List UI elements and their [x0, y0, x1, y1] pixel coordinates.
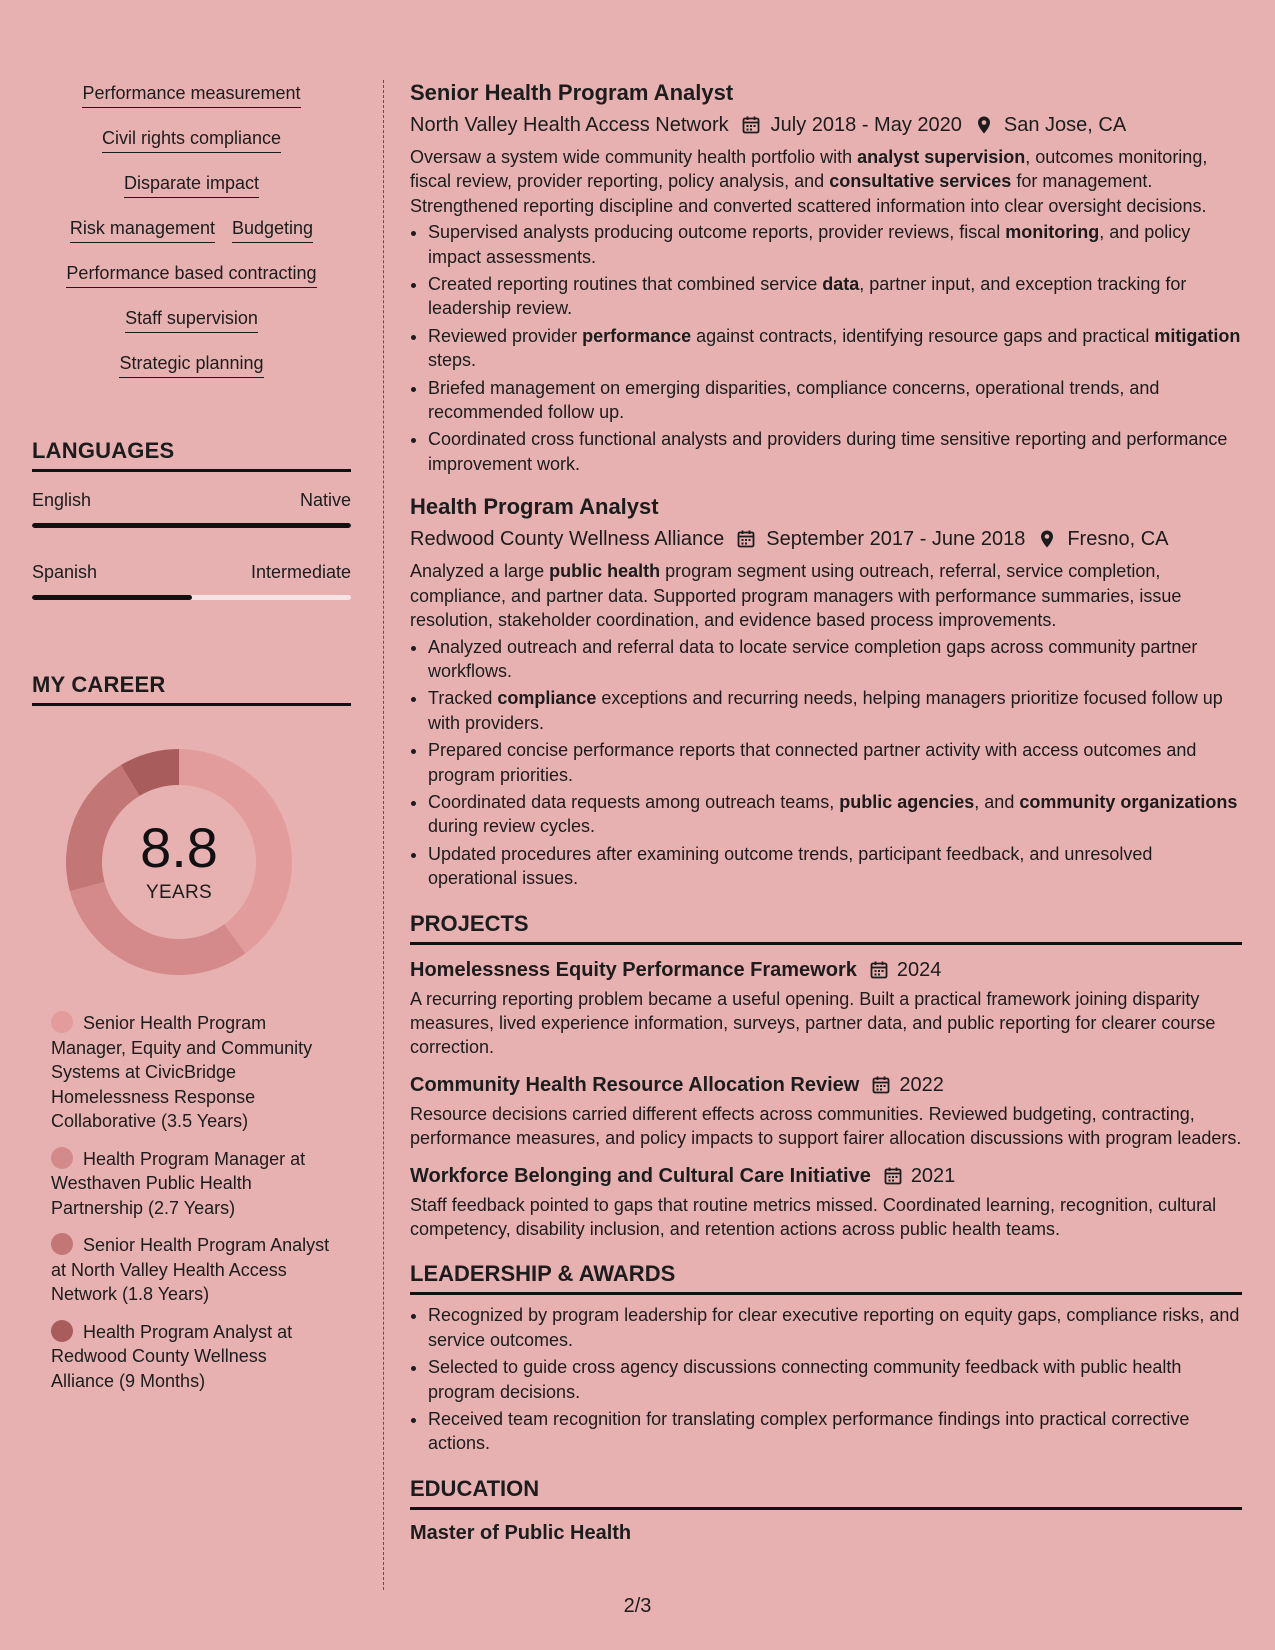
career-legend	[51, 1011, 331, 1393]
project-description: Staff feedback pointed to gaps that routine metrics missed. Coordinated learning, recognition, cultural competency, disability inclusion, and retention actions across public health teams.	[410, 1194, 1217, 1239]
award-item: • Received team recognition for translating complex performance findings into practical corrective actions.	[428, 1407, 1242, 1456]
project-entry	[410, 957, 1242, 1060]
skill-tag: Civil rights compliance	[102, 129, 281, 153]
language-bar	[32, 523, 351, 528]
job-entry	[410, 80, 1242, 476]
project-year: 2024	[896, 958, 942, 981]
language-bar-fill	[32, 523, 351, 528]
project-name: Homelessness Equity Performance Framework	[410, 958, 857, 981]
skill-row	[32, 264, 351, 309]
job-meta	[410, 526, 1242, 552]
job-summary: Analyzed a large public health program segment using outreach, referral, service completion, compliance, and partner data. Supported program managers with performance summaries, issue resolution, stakeholder coordination, and evidence based process improvements.	[410, 561, 1182, 631]
legend-dot	[51, 1147, 73, 1169]
skill-row	[32, 84, 351, 129]
skill-tag: Performance measurement	[82, 84, 300, 108]
career-heading: MY CAREER	[32, 672, 351, 706]
job-title: Senior Health Program Analyst	[410, 80, 734, 105]
skill-tag: Performance based contracting	[66, 264, 316, 288]
legend-dot	[51, 1233, 73, 1255]
skill-row	[32, 354, 351, 399]
education-heading: EDUCATION	[410, 1476, 1242, 1510]
job-location: San Jose, CA	[1003, 114, 1127, 136]
skills-list	[32, 84, 351, 399]
right-column	[410, 80, 1242, 1545]
language-line	[32, 562, 351, 583]
career-legend-item	[51, 1233, 331, 1307]
language-item	[32, 490, 351, 528]
job-bullet: • Briefed management on emerging disparities, compliance concerns, operational trends, and recommended follow up.	[428, 376, 1242, 425]
project-title	[410, 957, 1242, 983]
skill-tag: Strategic planning	[119, 354, 263, 378]
languages-heading: LANGUAGES	[32, 438, 351, 472]
award-item: • Selected to guide cross agency discussions connecting community feedback with public health program decisions.	[428, 1355, 1242, 1404]
language-bar	[32, 595, 351, 600]
legend-dot	[51, 1320, 73, 1342]
job-bullet: • Prepared concise performance reports that connected partner activity with access outcomes and program priorities.	[428, 738, 1242, 787]
skill-tag: Risk management	[70, 219, 215, 243]
job-bullet: • Updated procedures after examining outcome trends, participant feedback, and unresolved operational issues.	[428, 842, 1242, 891]
job-bullet: • Coordinated cross functional analysts and providers during time sensitive reporting and performance improvement work.	[428, 427, 1242, 476]
calendar-icon	[736, 529, 756, 549]
language-level: Native	[299, 490, 351, 510]
left-column	[32, 84, 351, 1406]
job-bullet: • Coordinated data requests among outreach teams, public agencies, and community organizations during review cycles.	[428, 790, 1242, 839]
language-name: Spanish	[32, 562, 98, 582]
job-organization: Redwood County Wellness Alliance	[410, 528, 725, 551]
language-bar-fill	[32, 595, 192, 600]
career-total-years: 8.8	[140, 816, 218, 879]
job-dates: September 2017 - June 2018	[766, 528, 1026, 551]
donut-center	[66, 749, 292, 975]
experience-list	[410, 80, 1242, 891]
job-dates: July 2018 - May 2020	[770, 114, 962, 136]
award-item: • Recognized by program leadership for clear executive reporting on equity gaps, compliance risks, and service outcomes.	[428, 1303, 1242, 1352]
legend-label: Health Program Analyst at Redwood County Wellness Alliance (9 Months)	[51, 1321, 293, 1391]
projects-heading: PROJECTS	[410, 911, 1242, 945]
legend-dot	[51, 1011, 73, 1033]
project-entry	[410, 1072, 1242, 1151]
job-bullets	[410, 220, 1242, 476]
map-pin-icon	[974, 115, 994, 135]
job-bullet: • Reviewed provider performance against contracts, identifying resource gaps and practical mitigation steps.	[428, 324, 1242, 373]
project-year: 2021	[910, 1164, 956, 1187]
awards-heading: LEADERSHIP & AWARDS	[410, 1261, 1242, 1295]
project-year: 2022	[899, 1073, 944, 1096]
legend-label: Senior Health Program Analyst at North Valley Health Access Network (1.8 Years)	[51, 1235, 330, 1304]
legend-label: Health Program Manager at Westhaven Public Health Partnership (2.7 Years)	[51, 1148, 306, 1218]
calendar-icon	[741, 115, 761, 135]
calendar-icon	[869, 960, 889, 980]
career-legend-item	[51, 1147, 331, 1221]
project-title	[410, 1072, 1242, 1098]
job-bullet: • Tracked compliance exceptions and recurring needs, helping managers prioritize focused follow up with providers.	[428, 686, 1242, 735]
project-title	[410, 1163, 1242, 1189]
skill-row	[32, 174, 351, 219]
skill-tag: Disparate impact	[124, 174, 259, 198]
career-legend-item	[51, 1320, 331, 1394]
education-degree: Master of Public Health	[410, 1521, 632, 1544]
job-location: Fresno, CA	[1067, 528, 1169, 551]
language-line	[32, 490, 351, 511]
job-organization: North Valley Health Access Network	[410, 114, 729, 136]
legend-label: Senior Health Program Manager, Equity and Community Systems at CivicBridge Homelessness Response Collaborative (3.5 Years)	[51, 1013, 313, 1131]
calendar-icon	[883, 1166, 903, 1186]
job-summary: Oversaw a system wide community health portfolio with analyst supervision, outcomes monitoring, fiscal review, provider reporting, policy analysis, and consultative services for management. Strengthened reporting discipline and converted scattered information into clear oversight decisions.	[410, 147, 1208, 216]
skill-row	[32, 309, 351, 354]
skill-row	[32, 129, 351, 174]
job-bullet: • Created reporting routines that combined service data, partner input, and exception tracking for leadership review.	[428, 272, 1242, 321]
language-level: Intermediate	[250, 562, 351, 582]
skill-tag: Budgeting	[232, 219, 313, 243]
project-description: Resource decisions carried different effects across communities. Reviewed budgeting, contracting, performance measures, and policy impacts to support fairer allocation discussions with program leaders.	[410, 1103, 1242, 1149]
projects-list	[410, 957, 1242, 1242]
job-bullets	[410, 635, 1242, 891]
languages-list	[32, 490, 351, 600]
page-number: 2/3	[623, 1595, 652, 1617]
skill-row	[32, 219, 351, 264]
project-name: Workforce Belonging and Cultural Care Initiative	[410, 1164, 871, 1187]
project-entry	[410, 1163, 1242, 1242]
job-title: Health Program Analyst	[410, 494, 659, 520]
skill-tag: Staff supervision	[125, 309, 258, 333]
project-description: A recurring reporting problem became a useful opening. Built a practical framework joining disparity measures, lived experience information, surveys, partner data, and public reporting for clearer course correction.	[410, 988, 1216, 1058]
job-bullet: • Supervised analysts producing outcome reports, provider reviews, fiscal monitoring, and policy impact assessments.	[428, 220, 1242, 269]
column-divider	[383, 80, 384, 1590]
career-donut-chart	[66, 749, 292, 975]
map-pin-icon	[1037, 529, 1057, 549]
career-years-unit: YEARS	[146, 882, 212, 903]
awards-list	[410, 1303, 1242, 1455]
calendar-icon	[871, 1075, 891, 1095]
project-name: Community Health Resource Allocation Review	[410, 1073, 860, 1096]
job-meta	[410, 112, 1242, 138]
language-item	[32, 562, 351, 600]
career-legend-item	[51, 1011, 331, 1134]
job-bullet: • Analyzed outreach and referral data to locate service completion gaps across community partner workflows.	[428, 635, 1242, 684]
job-entry	[410, 494, 1242, 890]
language-name: English	[32, 490, 92, 510]
